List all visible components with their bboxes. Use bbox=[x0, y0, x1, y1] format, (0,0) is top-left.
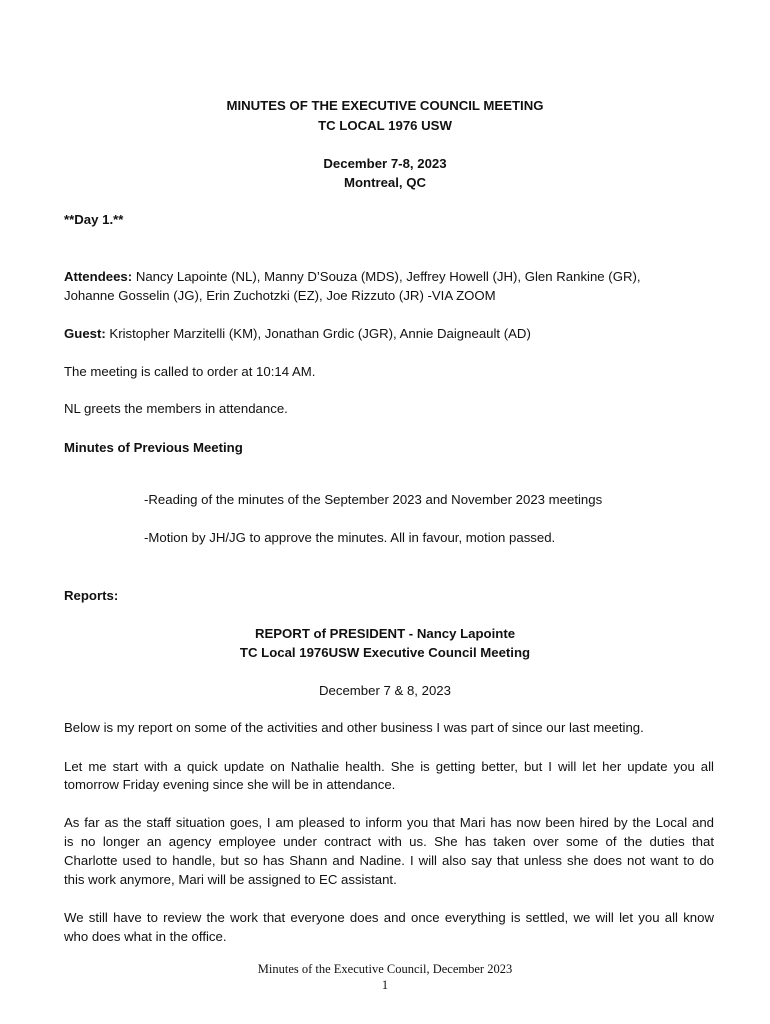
report-paragraph-3-line-4: this work anymore, Mari will be assigned to EC assistant. bbox=[64, 872, 397, 887]
greeting: NL greets the members in attendance. bbox=[64, 401, 288, 416]
report-paragraph-4-line-2: who does what in the office. bbox=[64, 929, 227, 944]
document-title: MINUTES OF THE EXECUTIVE COUNCIL MEETING bbox=[226, 98, 544, 113]
page-footer: Minutes of the Executive Council, December 2023 bbox=[257, 962, 513, 976]
report-paragraph-3-line-3: Charlotte used to handle, but so has Shann and Nadine. I will also say that unless she does not want to do bbox=[64, 853, 714, 868]
minutes-item-reading: -Reading of the minutes of the September 2023 and November 2023 meetings bbox=[144, 492, 603, 507]
section-heading-minutes: Minutes of Previous Meeting bbox=[64, 440, 243, 455]
report-paragraph-2-line-1: Let me start with a quick update on Nathalie health. She is getting better, but I will let her update you all bbox=[64, 759, 714, 774]
report-paragraph-3-line-2: is no longer an agency employee under contract with us. She has taken over some of the duties that bbox=[64, 834, 714, 849]
attendees-text: Nancy Lapointe (NL), Manny D’Souza (MDS), Jeffrey Howell (JH), Glen Rankine (GR), bbox=[132, 269, 641, 284]
meeting-location: Montreal, QC bbox=[343, 175, 427, 190]
guest-line bbox=[64, 324, 531, 343]
report-paragraph-3-line-1: As far as the staff situation goes, I am pleased to inform you that Mari has now been hired by the Local and bbox=[64, 815, 714, 830]
call-to-order: The meeting is called to order at 10:14 AM. bbox=[64, 364, 316, 379]
meeting-date: December 7-8, 2023 bbox=[323, 156, 447, 171]
report-paragraph-2-line-2: tomorrow Friday evening since she will be in attendance. bbox=[64, 777, 396, 792]
attendees-line-2: Johanne Gosselin (JG), Erin Zuchotzki (EZ), Joe Rizzuto (JR) -VIA ZOOM bbox=[64, 288, 496, 303]
page-number: 1 bbox=[381, 978, 389, 992]
report-subtitle: TC Local 1976USW Executive Council Meeting bbox=[239, 645, 531, 660]
report-date: December 7 & 8, 2023 bbox=[319, 683, 451, 698]
guest-label: Guest: bbox=[64, 326, 106, 341]
attendees-label: Attendees: bbox=[64, 269, 133, 284]
day-label: **Day 1.** bbox=[64, 212, 124, 227]
report-paragraph-4-line-1: We still have to review the work that everyone does and once everything is settled, we will let you all know bbox=[64, 910, 714, 925]
guest-text: Kristopher Marzitelli (KM), Jonathan Grdic (JGR), Annie Daigneault (AD) bbox=[105, 326, 531, 341]
report-paragraph-1: Below is my report on some of the activities and other business I was part of since our last meeting. bbox=[64, 720, 644, 735]
section-heading-reports: Reports: bbox=[64, 588, 119, 603]
document-subtitle: TC LOCAL 1976 USW bbox=[318, 118, 452, 133]
attendees-line-1 bbox=[64, 267, 641, 286]
minutes-item-motion: -Motion by JH/JG to approve the minutes. All in favour, motion passed. bbox=[144, 530, 556, 545]
report-title: REPORT of PRESIDENT - Nancy Lapointe bbox=[254, 626, 516, 641]
